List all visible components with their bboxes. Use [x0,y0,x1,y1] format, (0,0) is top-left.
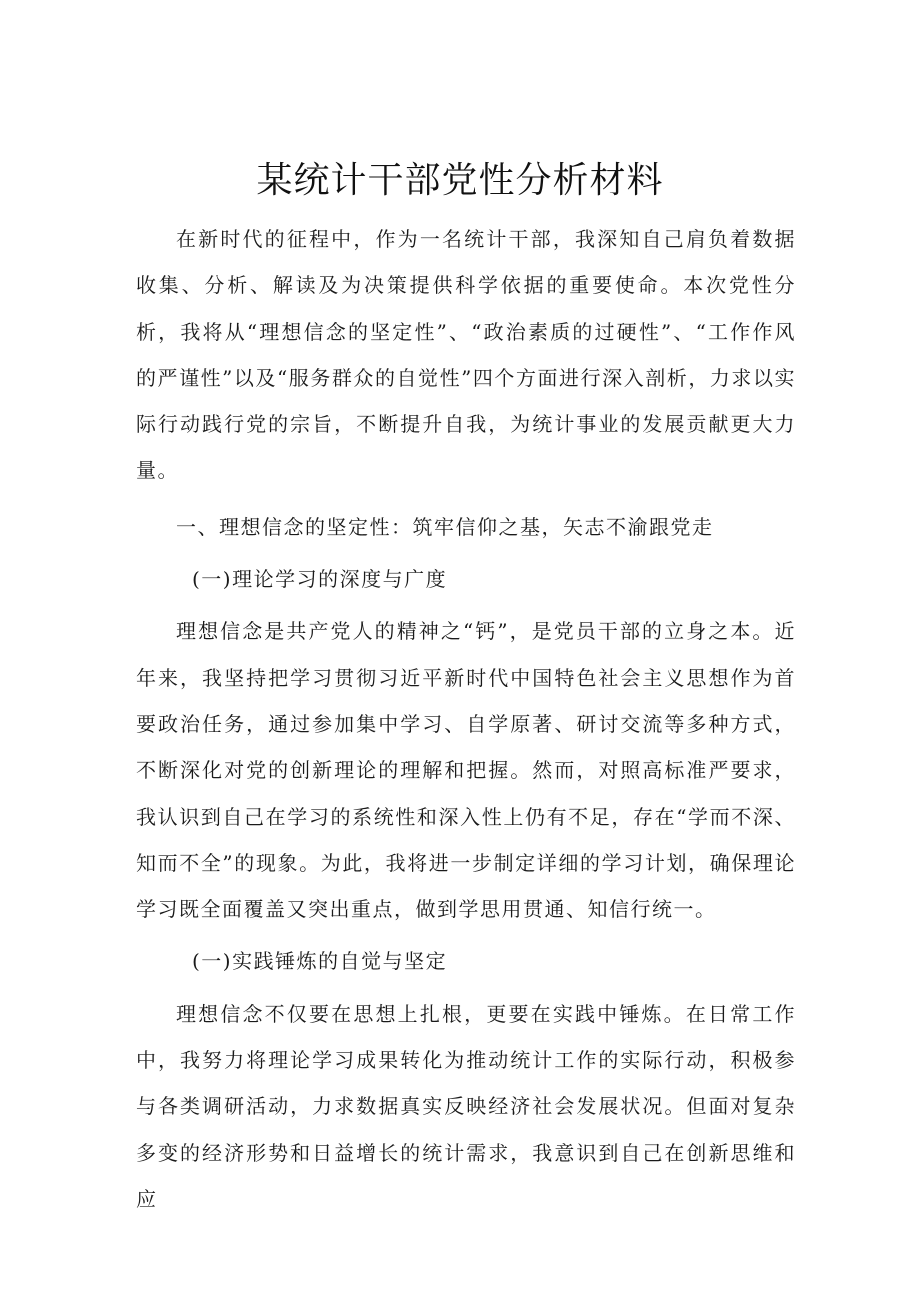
intro-paragraph: 在新时代的征程中，作为一名统计干部，我深知自己肩负着数据收集、分析、解读及为决策提供科学依据的重要使命。本次党性分析，我将从“理想信念的坚定性”、“政治素质的过硬性”、“工作作风的严谨性”以及“服务群众的自觉性”四个方面进行深入剖析，力求以实际行动践行党的宗旨，不断提升自我，为统计事业的发展贡献更大力量。 [136,227,796,483]
subsection-heading-1: (一)理论学习的深度与广度 [192,567,448,592]
section-heading-1: 一、理想信念的坚定性：筑牢信仰之基，矢志不渝跟党走 [176,514,714,539]
document-body [136,216,796,1222]
subsection-1-paragraph: 理想信念是共产党人的精神之“钙”，是党员干部的立身之本。近年来，我坚持把学习贯彻习近平新时代中国特色社会主义思想作为首要政治任务，通过参加集中学习、自学原著、研讨交流等多种方式，不断深化对党的创新理论的理解和把握。然而，对照高标准严要求，我认识到自己在学习的系统性和深入性上仍有不足，存在“学而不深、知而不全”的现象。为此，我将进一步制定详细的学习计划，确保理论学习既全面覆盖又突出重点，做到学思用贯通、知信行统一。 [136,619,796,922]
document-title: 某统计干部党性分析材料 [256,160,664,201]
subsection-2-paragraph: 理想信念不仅要在思想上扎根，更要在实践中锤炼。在日常工作中，我努力将理论学习成果转化为推动统计工作的实际行动，积极参与各类调研活动，力求数据真实反映经济社会发展状况。但面对复杂多变的经济形势和日益增长的统计需求，我意识到自己在创新思维和应 [136,1001,796,1211]
subsection-heading-2: (一)实践锤炼的自觉与坚定 [192,949,448,974]
